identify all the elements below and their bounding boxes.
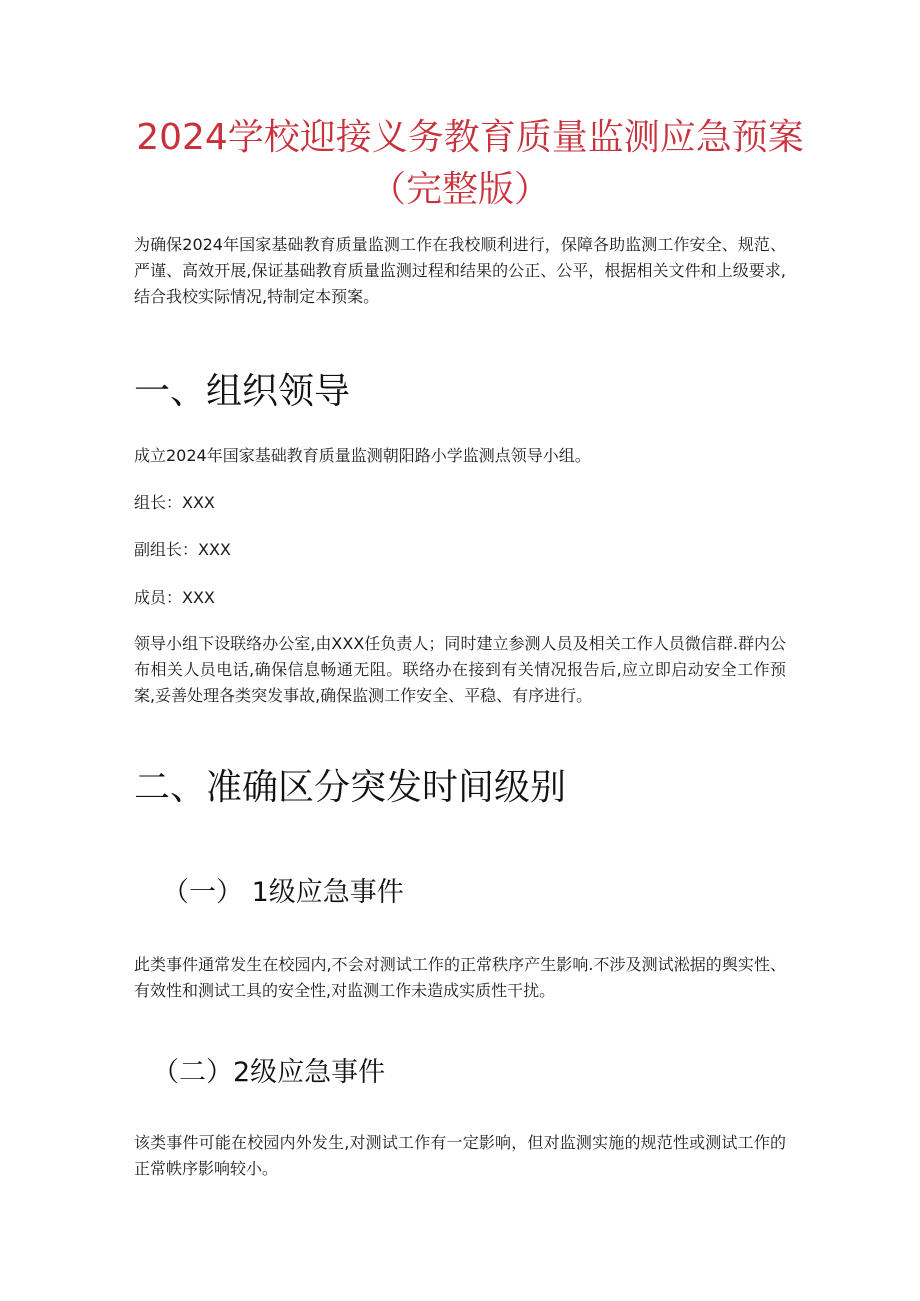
section-1-heading: 一、组织领导 xyxy=(134,371,351,412)
group-leader-line: 组长：XXX xyxy=(134,493,215,512)
document-title-subtitle: （完整版） xyxy=(369,169,550,210)
document-title: 2024学校迎接义务教育质量监测应急预案 xyxy=(136,117,804,158)
members-line: 成员：XXX xyxy=(134,588,215,607)
deputy-leader-line: 副组长：XXX xyxy=(134,540,231,559)
section-1-body: 领导小组下设联络办公室,由XXX任负责人；同时建立参测人员及相关工作人员微信群.群内公布相关人员电话,确保信息畅通无阻。联络办在接到有关情况报告后,应立即启动安全工作预案,妥善处理各类突发事故,确保监测工作安全、平稳、有序进行。 xyxy=(134,634,786,705)
intro-paragraph: 为确保2024年国家基础教育质量监测工作在我校顺利进行，保障各助监测工作安全、规范、严谨、高效开展,保证基础教育质量监测过程和结果的公正、公平，根据相关文件和上级要求,结合我校实际情况,特制定本预案。 xyxy=(134,235,786,306)
subsection-1-body: 此类事件通常发生在校园内,不会对测试工作的正常秩序产生影响.不涉及测试淞据的舆实性、有效性和测试工具的安全性,对监测工作未造成实质性干扰。 xyxy=(134,955,786,1000)
subsection-2-body: 该类事件可能在校园内外发生,对测试工作有一定影响，但对监测实施的规范性或测试工作的正常帙序影响较小。 xyxy=(134,1133,786,1178)
section-2-heading: 二、准确区分突发时间级别 xyxy=(134,767,567,808)
section-1-intro: 成立2024年国家基础教育质量监测朝阳路小学监测点领导小组。 xyxy=(134,446,591,465)
subsection-2-heading: （二）2级应急事件 xyxy=(152,1057,386,1088)
subsection-1-heading: （一） 1级应急事件 xyxy=(162,877,404,908)
